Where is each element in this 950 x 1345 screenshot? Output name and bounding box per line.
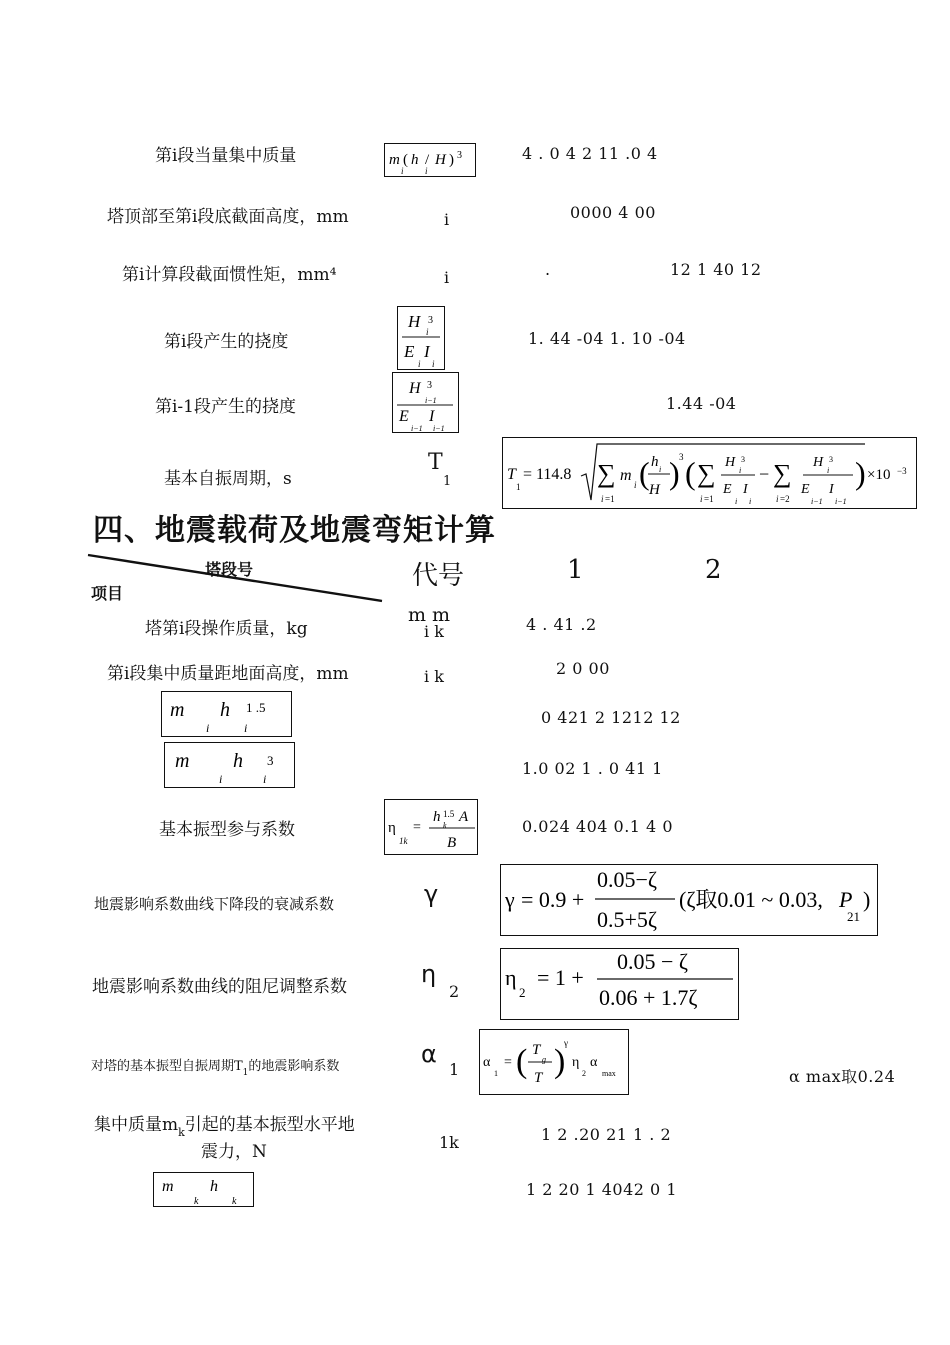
symbol-horizontal-force: 1k xyxy=(439,1133,459,1152)
svg-text:γ: γ xyxy=(564,1038,568,1048)
symbol-mass-height: i k xyxy=(424,667,444,686)
svg-text:H: H xyxy=(813,455,824,470)
formula-eta2 xyxy=(500,948,739,1020)
svg-text:∑: ∑ xyxy=(597,459,616,488)
svg-text:h: h xyxy=(433,809,441,825)
label-horizontal-force-line2: 震力，N xyxy=(201,1142,267,1162)
svg-text:3: 3 xyxy=(457,150,462,161)
svg-text:=1: =1 xyxy=(605,494,615,504)
label-horizontal-force-tail: 引起的基本振型水平地 xyxy=(184,1115,355,1135)
svg-text:H: H xyxy=(409,380,421,397)
svg-text:=: = xyxy=(413,820,421,835)
svg-text:i: i xyxy=(244,721,248,735)
label-equiv-mass: 第i段当量集中质量 xyxy=(155,146,297,166)
label-seismic-coef-sub: 1 xyxy=(242,1068,249,1078)
svg-text:E: E xyxy=(399,408,409,425)
svg-text:i: i xyxy=(749,497,752,506)
svg-text:i: i xyxy=(634,480,637,490)
svg-text:I: I xyxy=(424,342,430,361)
svg-text:(: ( xyxy=(516,1043,528,1080)
header-corner-top: 塔段号 xyxy=(205,560,254,579)
svg-text:i: i xyxy=(401,166,404,176)
values-participation: 0.024 404 0.1 4 0 xyxy=(522,817,673,836)
values-equiv-mass: 4 . 0 4 2 11 .0 4 xyxy=(522,144,658,163)
label-horizontal-force xyxy=(94,1110,355,1139)
svg-text:i−1: i−1 xyxy=(811,497,823,506)
svg-text:): ) xyxy=(449,152,454,168)
header-col-2: 2 xyxy=(705,555,722,585)
svg-text:i−1: i−1 xyxy=(433,424,445,432)
svg-text:i−1: i−1 xyxy=(835,497,847,506)
svg-text:H: H xyxy=(408,312,421,331)
svg-text:h: h xyxy=(220,699,230,721)
section-heading: 四、地震载荷及地震弯矩计算 xyxy=(93,513,496,548)
svg-text:h: h xyxy=(411,152,419,168)
formula-mh15-svg xyxy=(162,692,291,736)
formula-deflection-i-1 xyxy=(392,372,459,433)
svg-text:1.5: 1.5 xyxy=(443,809,455,819)
svg-text:i: i xyxy=(219,772,223,786)
svg-text:i: i xyxy=(432,359,435,369)
symbol-decay: γ xyxy=(424,880,439,908)
svg-text:∑: ∑ xyxy=(697,459,716,488)
svg-text:i: i xyxy=(827,466,830,475)
svg-text:3: 3 xyxy=(427,380,432,391)
svg-text:m: m xyxy=(389,152,400,168)
formula-deflection-i-svg xyxy=(398,307,444,369)
formula-participation xyxy=(384,799,478,855)
values-mkhk: 1 2 20 1 4042 0 1 xyxy=(526,1180,677,1199)
svg-text:η: η xyxy=(572,1055,580,1070)
values-operating-mass: 4 . 41 .2 xyxy=(526,615,597,634)
svg-text:−3: −3 xyxy=(897,466,907,476)
svg-text:): ) xyxy=(669,455,680,491)
formula-gamma xyxy=(500,864,878,936)
svg-text:−: − xyxy=(759,464,770,484)
svg-text:i: i xyxy=(700,494,703,504)
svg-text:0.05 − ζ: 0.05 − ζ xyxy=(617,949,689,974)
svg-text:(ζ取0.01 ~ 0.03,: (ζ取0.01 ~ 0.03, xyxy=(679,887,823,912)
formula-mkhk xyxy=(153,1172,254,1207)
svg-text:(: ( xyxy=(685,455,696,491)
symbol-damping-sub: 2 xyxy=(449,982,460,1001)
label-horizontal-force-text: 集中质量m xyxy=(94,1115,179,1135)
svg-text:E: E xyxy=(404,342,415,361)
svg-text:k: k xyxy=(194,1196,199,1206)
svg-text:3: 3 xyxy=(267,753,274,768)
label-deflection-i-1: 第i-1段产生的挠度 xyxy=(155,397,296,417)
svg-text:I: I xyxy=(429,408,435,425)
values-section-height: 0000 4 00 xyxy=(570,203,656,222)
svg-text:i: i xyxy=(426,327,429,337)
dot-inertia: . xyxy=(545,260,551,279)
svg-text:H: H xyxy=(435,152,446,168)
svg-text:m: m xyxy=(170,699,185,721)
label-participation: 基本振型参与系数 xyxy=(159,820,295,840)
svg-text:η: η xyxy=(388,820,396,836)
formula-equiv-mass-svg xyxy=(385,144,475,176)
svg-text:I: I xyxy=(829,482,834,497)
svg-text:1k: 1k xyxy=(399,836,408,846)
svg-text:1: 1 xyxy=(494,1069,498,1078)
svg-text:k: k xyxy=(443,821,447,830)
formula-mkhk-svg xyxy=(154,1173,253,1206)
formula-mh15 xyxy=(161,691,292,737)
formula-gamma-svg xyxy=(501,865,877,935)
svg-text:): ) xyxy=(855,455,866,491)
svg-text:m: m xyxy=(162,1178,174,1195)
label-horizontal-force-sub: k xyxy=(178,1126,185,1139)
svg-text:B: B xyxy=(447,835,457,851)
header-corner-bottom: 项目 xyxy=(91,584,124,603)
formula-natural-period xyxy=(502,437,917,509)
svg-text:h: h xyxy=(233,750,243,772)
svg-text:max: max xyxy=(602,1069,616,1078)
values-inertia: 12 1 40 12 xyxy=(670,260,762,279)
label-natural-period: 基本自振周期，s xyxy=(164,469,292,489)
svg-text:= 114.8: = 114.8 xyxy=(523,466,572,483)
svg-text:3: 3 xyxy=(428,315,433,326)
svg-text:H: H xyxy=(725,455,736,470)
svg-text:): ) xyxy=(554,1043,566,1080)
label-decay: 地震影响系数曲线下降段的衰减系数 xyxy=(94,895,335,913)
symbol-operating-mass: m m xyxy=(408,604,451,626)
label-deflection-i: 第i段产生的挠度 xyxy=(164,332,289,352)
svg-text:i: i xyxy=(601,494,604,504)
formula-equiv-mass xyxy=(384,143,476,177)
svg-text:α: α xyxy=(483,1055,491,1070)
values-horizontal-force: 1 2 .20 21 1 . 2 xyxy=(541,1125,672,1144)
label-mass-height: 第i段集中质量距地面高度，mm xyxy=(107,664,349,684)
svg-text:k: k xyxy=(232,1196,237,1206)
svg-text:η: η xyxy=(505,965,517,990)
svg-text:2: 2 xyxy=(519,985,526,1000)
formula-participation-svg xyxy=(385,800,477,854)
label-inertia: 第i计算段截面惯性矩，mm⁴ xyxy=(122,265,337,285)
svg-text:1 .5: 1 .5 xyxy=(246,700,266,715)
svg-text:/: / xyxy=(425,152,430,168)
svg-text:i: i xyxy=(206,721,210,735)
svg-text:=1: =1 xyxy=(704,494,714,504)
formula-eta2-svg xyxy=(501,949,738,1019)
values-deflection-i-1: 1.44 -04 xyxy=(666,394,737,413)
svg-text:T: T xyxy=(532,1042,541,1058)
svg-text:m: m xyxy=(620,467,632,484)
svg-text:0.05−ζ: 0.05−ζ xyxy=(597,867,658,892)
symbol-seismic-coef: α xyxy=(421,1040,437,1068)
svg-text:= 1 +: = 1 + xyxy=(537,965,584,990)
label-seismic-coef xyxy=(91,1055,340,1078)
svg-text:I: I xyxy=(743,482,748,497)
svg-text:P: P xyxy=(839,887,853,912)
svg-text:i−1: i−1 xyxy=(425,396,437,405)
symbol-natural-period: T xyxy=(428,450,443,475)
symbol-damping: η xyxy=(421,960,437,988)
svg-text:α: α xyxy=(590,1055,598,1070)
header-col-1: 1 xyxy=(567,555,584,585)
label-seismic-coef-tail: 的地震影响系数 xyxy=(248,1059,340,1074)
svg-text:i: i xyxy=(263,772,267,786)
formula-deflection-i xyxy=(397,306,445,370)
svg-text:A: A xyxy=(459,809,469,825)
svg-text:(: ( xyxy=(403,152,408,168)
label-section-height: 塔顶部至第i段底截面高度，mm xyxy=(107,207,349,227)
svg-text:T: T xyxy=(534,1070,543,1086)
svg-text:g: g xyxy=(542,1055,546,1064)
label-damping: 地震影响系数曲线的阻尼调整系数 xyxy=(92,977,347,997)
svg-text:i: i xyxy=(425,166,428,176)
symbol-operating-mass-sub: i k xyxy=(424,622,444,641)
symbol-section-height: i xyxy=(444,210,450,229)
formula-alpha1 xyxy=(479,1029,629,1095)
svg-text:m: m xyxy=(175,750,190,772)
svg-text:): ) xyxy=(863,887,871,912)
svg-text:i−1: i−1 xyxy=(411,424,423,432)
formula-natural-period-svg xyxy=(503,438,916,508)
svg-text:i: i xyxy=(776,494,779,504)
svg-text:3: 3 xyxy=(679,452,684,462)
values-mh3: 1.0 02 1 . 0 41 1 xyxy=(522,759,663,778)
values-deflection-i: 1. 44 -04 1. 10 -04 xyxy=(528,329,686,348)
svg-text:∑: ∑ xyxy=(773,459,792,488)
note-alpha-max: α max取0.24 xyxy=(789,1067,896,1086)
svg-text:21: 21 xyxy=(847,909,860,924)
symbol-natural-period-sub: 1 xyxy=(443,474,452,489)
svg-text:H: H xyxy=(649,482,660,498)
svg-text:h: h xyxy=(651,454,659,470)
values-mh15: 0 421 2 1212 12 xyxy=(541,708,681,727)
svg-text:3: 3 xyxy=(741,455,745,464)
svg-text:= 0.9 +: = 0.9 + xyxy=(521,887,585,912)
formula-mh3-svg xyxy=(165,743,294,787)
formula-alpha1-svg xyxy=(480,1030,628,1094)
svg-text:i: i xyxy=(418,359,421,369)
svg-text:=: = xyxy=(504,1055,512,1070)
svg-text:h: h xyxy=(210,1178,218,1195)
svg-text:×10: ×10 xyxy=(867,467,891,483)
svg-text:E: E xyxy=(801,482,810,497)
svg-text:i: i xyxy=(659,465,662,474)
svg-text:i: i xyxy=(739,466,742,475)
svg-text:3: 3 xyxy=(829,455,833,464)
svg-text:0.5+5ζ: 0.5+5ζ xyxy=(597,907,658,932)
svg-text:2: 2 xyxy=(582,1069,586,1078)
svg-text:1: 1 xyxy=(516,482,521,492)
symbol-inertia: i xyxy=(444,268,450,287)
header-col-code: 代号 xyxy=(412,561,465,591)
svg-text:(: ( xyxy=(639,455,650,491)
svg-text:0.06 + 1.7ζ: 0.06 + 1.7ζ xyxy=(599,985,698,1010)
svg-text:T: T xyxy=(507,466,516,483)
symbol-seismic-coef-sub: 1 xyxy=(449,1060,460,1079)
svg-text:i: i xyxy=(735,497,738,506)
svg-text:=2: =2 xyxy=(780,494,790,504)
svg-text:γ: γ xyxy=(505,887,515,912)
formula-mh3 xyxy=(164,742,295,788)
svg-text:E: E xyxy=(723,482,732,497)
formula-deflection-i-1-svg xyxy=(393,373,458,432)
label-operating-mass: 塔第i段操作质量，kg xyxy=(145,619,308,639)
label-seismic-coef-text: 对塔的基本振型自振周期T xyxy=(91,1059,243,1074)
values-mass-height: 2 0 00 xyxy=(556,659,610,678)
